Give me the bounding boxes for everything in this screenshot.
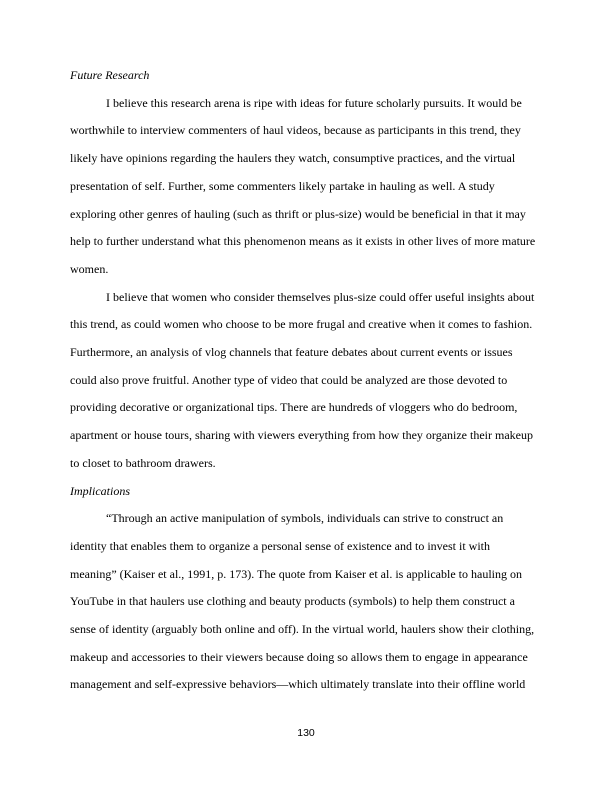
paragraph-line: could also prove fruitful. Another type of video that could be analyzed are those devoted to — [70, 372, 508, 387]
paragraph-line: management and self-expressive behaviors—which ultimately translate into their offline world — [70, 677, 526, 692]
paragraph-line: help to further understand what this phenomenon means as it exists in other lives of more mature — [70, 234, 536, 249]
paragraph-line: meaning” (Kaiser et al., 1991, p. 173). The quote from Kaiser et al. is applicable to hauling on — [70, 566, 522, 581]
section-heading: Implications — [70, 483, 130, 498]
paragraph-line: women. — [70, 261, 109, 276]
paragraph-line: to closet to bathroom drawers. — [70, 455, 216, 470]
paragraph-line: I believe that women who consider themselves plus-size could offer useful insights about — [106, 289, 535, 304]
page-number: 130 — [297, 727, 315, 739]
paragraph-line: presentation of self. Further, some commenters likely partake in hauling as well. A study — [70, 178, 495, 193]
paragraph-line: “Through an active manipulation of symbols, individuals can strive to construct an — [106, 511, 504, 526]
paragraph-line: Furthermore, an analysis of vlog channels that feature debates about current events or issues — [70, 345, 513, 360]
paragraph-line: sense of identity (arguably both online and off). In the virtual world, haulers show their clothing, — [70, 622, 535, 637]
paragraph-line: exploring other genres of hauling (such as thrift or plus-size) would be beneficial in that it may — [70, 206, 526, 221]
section-heading: Future Research — [70, 68, 150, 82]
paragraph — [70, 90, 542, 284]
paragraph-line: identity that enables them to organize a personal sense of existence and to invest it with — [70, 538, 490, 553]
paragraph-line: I believe this research arena is ripe with ideas for future scholarly pursuits. It would be — [106, 95, 522, 110]
paragraph-line: apartment or house tours, sharing with viewers everything from how they organize their makeup — [70, 428, 533, 443]
page-footer — [0, 726, 612, 740]
paragraph-line: makeup and accessories to their viewers because doing so allows them to engage in appearance — [70, 649, 528, 664]
paragraph-line: this trend, as could women who choose to be more frugal and creative when it comes to fashion. — [70, 317, 533, 332]
paragraph — [70, 505, 542, 699]
paragraph — [70, 284, 542, 478]
paragraph-line: providing decorative or organizational tips. There are hundreds of vloggers who do bedroom, — [70, 400, 518, 415]
paragraph-line: worthwhile to interview commenters of haul videos, because as participants in this trend, they — [70, 123, 521, 138]
document-body — [70, 62, 542, 699]
paragraph-line: YouTube in that haulers use clothing and beauty products (symbols) to help them construct a — [70, 594, 515, 609]
paragraph-line: likely have opinions regarding the haulers they watch, consumptive practices, and the virtual — [70, 151, 516, 166]
